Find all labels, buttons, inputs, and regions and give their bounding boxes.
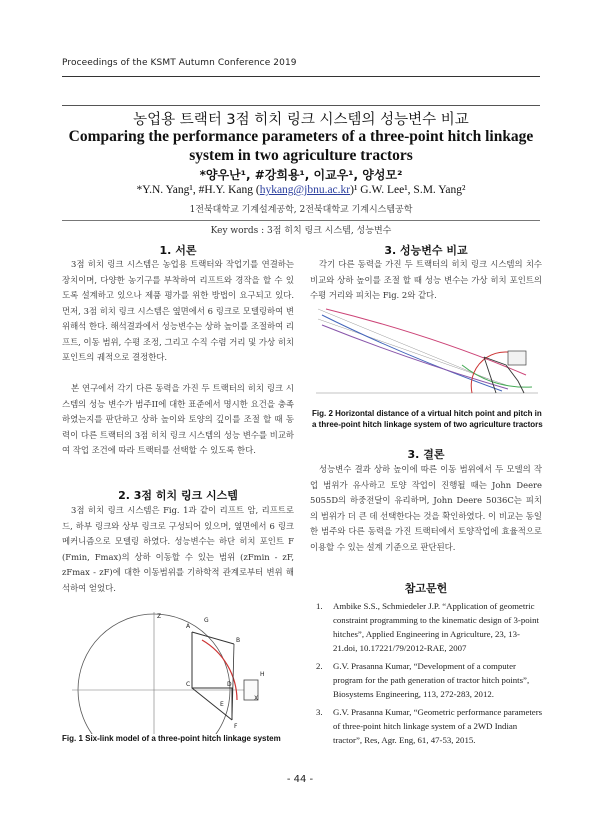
fig1-label-x: X	[254, 695, 259, 702]
figure-1-diagram	[62, 610, 294, 734]
reference-item-2	[316, 659, 544, 701]
reference-number: 2.	[316, 661, 323, 671]
fig2-implement-box	[508, 351, 526, 365]
title-rule	[62, 105, 540, 106]
title-english: Comparing the performance parameters of a three-point hitch linkage system in two agriculture tractors	[68, 128, 534, 164]
reference-text: G.V. Prasanna Kumar, “Development of a computer program for the path generation of tractor hitch points”, Biosystems Engineering, 113, 272-283, 2012.	[333, 661, 530, 699]
fig1-label-a: A	[186, 623, 191, 630]
fig1-label-f: F	[234, 723, 238, 730]
fig2-curve-pink	[326, 309, 526, 375]
fig1-label-b: B	[236, 637, 241, 644]
fig1-lift-rod	[232, 644, 234, 720]
conclusion-paragraph-1: 성능변수 결과 상하 높이에 따른 이동 범위에서 두 모델의 작업 범위가 유사하고 토양 작업이 진행될 때는 John Deere 5055D의 하중전달이 유리하며, John Deere 5036C는 피치의 범위가 더 큰 데 선택한다는 것을 확인하였다. 이 비교는 동일한 범주와 다른 동력을 가진 트랙터에서 토양작업에 효율적으로 이용할 수 있는 설계 기준으로 판단된다.	[310, 464, 542, 552]
performance-heading: 3. 성능변수 비교	[384, 244, 468, 257]
authors-english-before: *Y.N. Yang¹, #H.Y. Kang (	[136, 184, 260, 196]
authors-korean: *양우난¹, #강희용¹, 이교우¹, 양성모²	[199, 168, 403, 182]
header-rule	[62, 76, 540, 77]
fig2-guide-line-1	[318, 309, 488, 379]
fig1-label-g: G	[204, 617, 209, 624]
figure-2-diagram	[312, 305, 542, 403]
reference-item-3	[316, 705, 544, 747]
authors-english-after: )¹ G.W. Lee¹, S.M. Yang²	[350, 184, 466, 196]
fig1-label-z: Z	[157, 613, 162, 620]
figure-2-caption: Fig. 2 Horizontal distance of a virtual hitch point and pitch in a three-point hitch linkage system of two agriculture tractors	[312, 409, 543, 429]
intro-paragraph-1: 3점 히치 링크 시스템은 농업용 트랙터와 작업기를 연결하는 장치이며, 다양한 농기구를 부착하여 리프트와 경작을 할 수 있도록 설계하고 있으나 제품 평가를 위한 방법이 요구되고 있다. 먼저, 3점 히치 링크 시스템은 옆면에서 6 링크로 모델링하여 변위해석 한다. 해석결과에서 성능변수는 상하 높이를 조절하여 리프트, 이동 범위, 수평 조정, 그리고 수직 수렴 거리 및 가상 히치 포인트의 궤적으로 결정한다.	[62, 259, 294, 362]
reference-number: 3.	[316, 707, 323, 717]
system-heading: 2. 3점 히치 링크 시스템	[118, 489, 238, 502]
intro-heading: 1. 서론	[159, 244, 197, 257]
proceedings-header: Proceedings of the KSMT Autumn Conference 2019	[62, 58, 297, 68]
fig1-link-frame	[192, 632, 232, 720]
authors-english	[62, 184, 540, 196]
reference-text: G.V. Prasanna Kumar, “Geometric performance parameters of three-point hitch linkage system of a 2WD Indian tractor”, Res, Agr. Eng, 61, 47-53, 2015.	[333, 707, 543, 745]
keywords: Key words : 3점 히치 링크 시스템, 성능변수	[210, 226, 392, 236]
fig1-label-h: H	[260, 671, 265, 678]
title-korean: 농업용 트랙터 3점 히치 링크 시스템의 성능변수 비교	[133, 112, 469, 128]
reference-number: 1.	[316, 601, 323, 611]
performance-paragraph-1: 각기 다른 동력을 가진 두 트랙터의 히치 링크 시스템의 치수비교와 상하 높이를 조절 할 때 성능 변수는 가상 히치 포인트의 수평 거리와 피치는 Fig. 2와 같다.	[310, 259, 542, 300]
references-heading: 참고문헌	[404, 582, 448, 595]
fig1-lower-link	[192, 688, 232, 720]
page-number: - 44 -	[286, 774, 314, 785]
reference-text: Ambike S.S., Schmiedeler J.P. “Application of geometric constraint programming to the kinematic design of 3-point hitches”, Applied Engineering in Agriculture, 23, 13-21.doi, 10.17221/79/2012-RAE, 2007	[333, 601, 539, 653]
conclusion-heading: 3. 결론	[407, 448, 445, 461]
system-paragraph-1: 3점 히치 링크 시스템은 Fig. 1과 같이 리프트 암, 리프트로드, 하부 링크와 상부 링크로 구성되어 있으며, 옆면에서 6 링크 메커니즘으로 모델링 하였다. 성능변수는 하단 히치 포인트 F (Fmin, Fmax)의 상하 이동할 수 있는 범위 (zFmin - zF, zFmax - zF)에 대한 이동범위를 기하학적 관계로부터 변위 해석하여 얻었다.	[62, 505, 294, 593]
figure-1-caption: Fig. 1 Six-link model of a three-point hitch linkage system	[62, 734, 281, 743]
reference-item-1	[316, 599, 544, 655]
fig1-label-d: D	[227, 681, 232, 688]
fig1-label-c: C	[186, 681, 191, 688]
intro-paragraph-2: 본 연구에서 각기 다른 동력을 가진 두 트랙터의 히치 링크 시스템의 성능 변수가 범주II에 대한 표준에서 명시한 요건을 충족하였는지를 판단하고 상하 높이와 토양의 깊이를 조절 할 때 동력이 다른 트랙터의 3점 히치 링크 시스템의 성능 변수를 비교하여 작업 조건에 따라 트랙터를 선택할 수 있도록 한다.	[62, 383, 294, 455]
keywords-rule	[62, 220, 540, 221]
author-email-link[interactable]: hykang@jbnu.ac.kr	[259, 184, 351, 196]
affiliation: 1전북대학교 기계설계공학, 2전북대학교 기계시스템공학	[189, 205, 413, 215]
fig1-label-e: E	[220, 701, 224, 708]
